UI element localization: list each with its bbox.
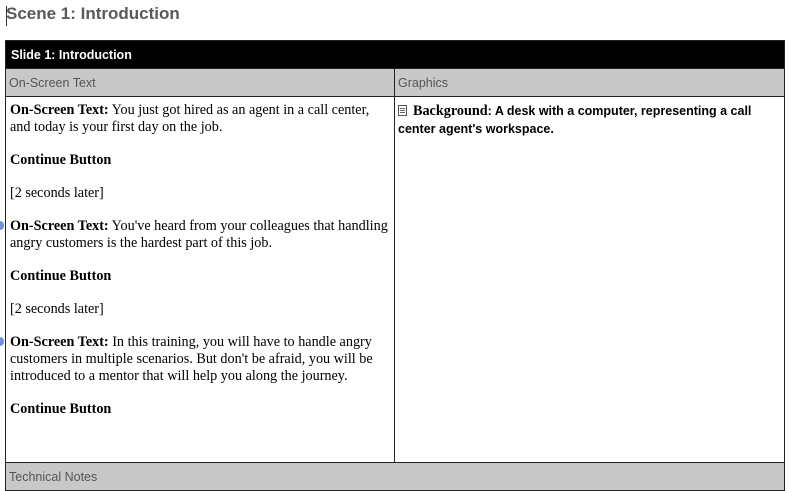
paragraph-label: On-Screen Text:	[10, 218, 109, 234]
graphics-description: : A desk with a computer, representing a call center agent's workspace.	[398, 104, 752, 136]
paragraph-text: You just got hired as an agent in a call center, and today is your first day on the job.	[10, 102, 370, 135]
comment-marker[interactable]	[0, 337, 4, 346]
technical-notes-header[interactable]: Technical Notes	[6, 463, 785, 491]
graphics-label: Background	[413, 103, 488, 119]
graphics-cell[interactable]	[395, 97, 785, 463]
slide-header[interactable]: Slide 1: Introduction	[6, 41, 785, 69]
on-screen-text-paragraph	[10, 102, 390, 136]
timing-note: [2 seconds later]	[10, 301, 104, 317]
timing-note: [2 seconds later]	[10, 185, 104, 201]
paragraph-text: In this training, you will have to handle angry customers in multiple scenarios. But don't be afraid, you will be introduced to a mentor that will help you along the journey.	[10, 334, 373, 384]
column-header-graphics[interactable]: Graphics	[395, 69, 785, 97]
image-placeholder-icon	[398, 105, 407, 116]
continue-button-note: Continue Button	[10, 152, 112, 168]
continue-button-note: Continue Button	[10, 401, 112, 417]
continue-button-note: Continue Button	[10, 268, 112, 284]
on-screen-text-paragraph	[10, 218, 390, 252]
on-screen-text-paragraph	[10, 334, 390, 385]
column-header-on-screen-text[interactable]: On-Screen Text	[6, 69, 395, 97]
paragraph-label: On-Screen Text:	[10, 102, 109, 118]
comment-marker[interactable]	[0, 221, 4, 230]
slide-table	[5, 40, 785, 491]
paragraph-text: You've heard from your colleagues that handling angry customers is the hardest part of this job.	[10, 218, 388, 251]
on-screen-text-cell[interactable]	[6, 97, 395, 463]
scene-title[interactable]: Scene 1: Introduction	[6, 4, 180, 23]
paragraph-label: On-Screen Text:	[10, 334, 109, 350]
